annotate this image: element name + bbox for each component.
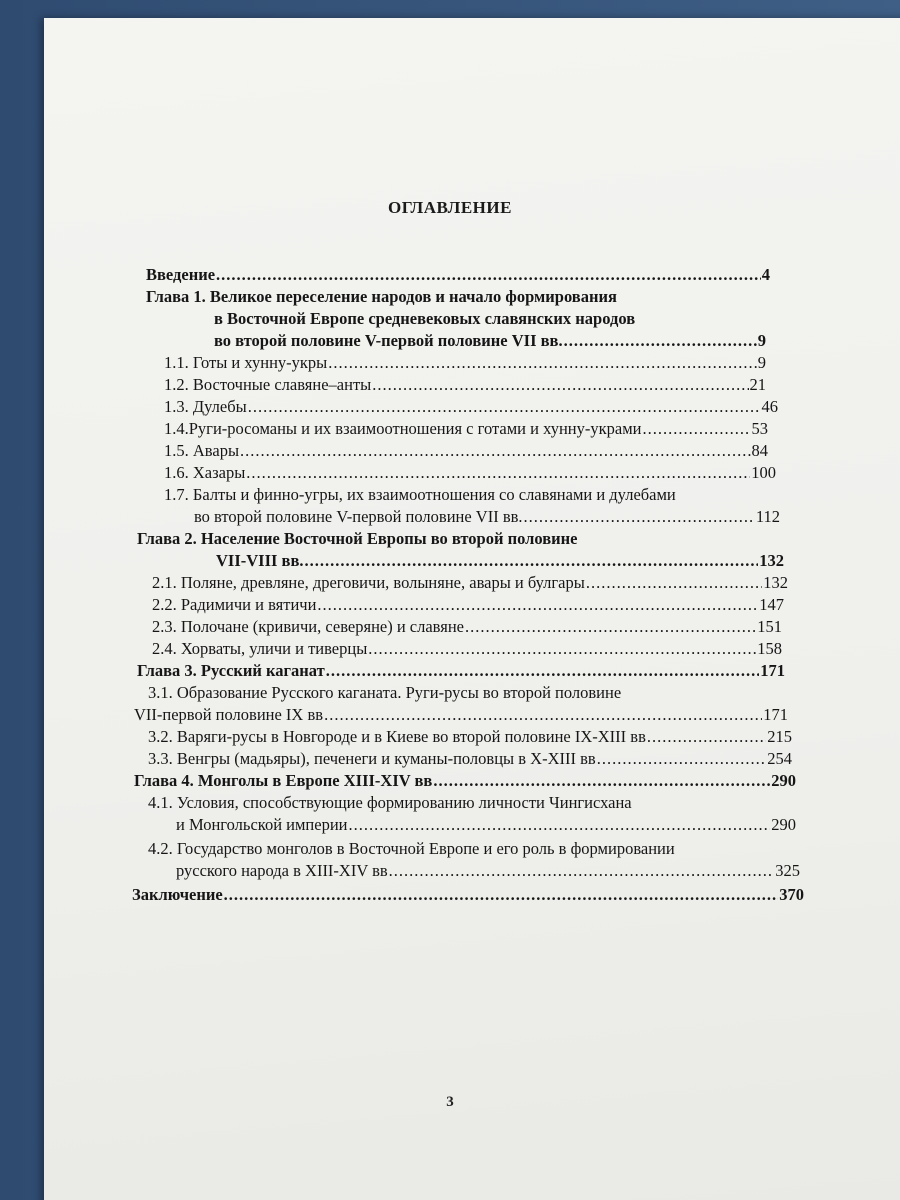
toc-page: 84	[751, 441, 768, 460]
toc-entry-chapter-2	[216, 550, 784, 572]
toc-entry-1-1	[164, 352, 766, 374]
toc-page: 171	[760, 661, 785, 680]
toc-label: во второй половине V-первой половине VII вв.	[214, 331, 563, 350]
toc-label: 2.2. Радимичи и вятичи	[152, 595, 317, 614]
toc-entry-intro	[146, 264, 770, 286]
toc-entry-1-7-line1: 1.7. Балты и финно-угры, их взаимоотношения со славянами и дулебами	[164, 485, 676, 504]
toc-label: VII-VIII вв.	[216, 551, 304, 570]
toc-entry-4-2-line1: 4.2. Государство монголов в Восточной Европе и его роль в формировании	[148, 839, 675, 858]
toc-entry-chapter-1	[214, 330, 766, 352]
toc-chapter-1-line1: Глава 1. Великое переселение народов и начало формирования	[146, 287, 617, 306]
toc-page: 9	[757, 353, 766, 372]
toc-page: 46	[761, 397, 778, 416]
toc-page: 147	[759, 595, 784, 614]
toc-label: 1.6. Хазары	[164, 463, 246, 482]
toc-entry-1-4	[164, 418, 768, 440]
toc-label: 2.1. Поляне, древляне, дреговичи, волыняне, авары и булгары	[152, 573, 585, 592]
toc-label: 3.2. Варяги-русы в Новгороде и в Киеве во второй половине IX-XIII вв	[148, 727, 646, 746]
toc-label: 1.1. Готы и хунну-укры	[164, 353, 328, 372]
toc-page: 4	[761, 265, 770, 284]
toc-page: 290	[771, 771, 796, 790]
toc-entry-chapter-3	[137, 660, 785, 682]
toc-label: 1.5. Авары	[164, 441, 240, 460]
toc-entry-1-6	[164, 462, 776, 484]
toc-entry-1-7	[194, 506, 780, 528]
toc-entry-3-2	[148, 726, 792, 748]
toc-entry-chapter-4	[134, 770, 796, 792]
toc-label: русского народа в XIII-XIV вв	[176, 861, 388, 880]
toc-label: 2.3. Полочане (кривичи, северяне) и славяне	[152, 617, 465, 636]
toc-label: 3.3. Венгры (мадьяры), печенеги и куманы-половцы в X-XIII вв	[148, 749, 596, 768]
toc-page: 215	[767, 727, 792, 746]
toc-chapter-2-line1: Глава 2. Население Восточной Европы во второй половине	[137, 529, 578, 548]
toc-label: Заключение	[132, 885, 223, 904]
toc-entry-1-3	[164, 396, 778, 418]
toc-chapter-1-line2: в Восточной Европе средневековых славянских народов	[214, 309, 636, 328]
toc-label: Глава 3. Русский каганат	[137, 661, 325, 680]
toc-page: 151	[757, 617, 782, 636]
toc-entry-4-2	[176, 860, 800, 882]
toc-page: 100	[751, 463, 776, 482]
toc-label: 1.4.Руги-росоманы и их взаимоотношения с готами и хунну-украми	[164, 419, 642, 438]
toc-entry-1-5	[164, 440, 768, 462]
toc-label: 2.4. Хорваты, уличи и тиверцы	[152, 639, 368, 658]
toc-page: 112	[755, 507, 780, 526]
toc-entry-3-1	[134, 704, 788, 726]
toc-entry-3-1-line1: 3.1. Образование Русского каганата. Руги-русы во второй половине	[148, 683, 622, 702]
toc-entry-2-4	[152, 638, 782, 660]
toc-page: 132	[759, 551, 784, 570]
toc-page: 290	[771, 815, 796, 834]
toc-page: 254	[767, 749, 792, 768]
toc-entry-conclusion	[132, 884, 804, 906]
toc-label: 1.2. Восточные славяне–анты	[164, 375, 372, 394]
toc-title: ОГЛАВЛЕНИЕ	[388, 198, 512, 217]
toc-label: VII-первой половине IX вв	[134, 705, 324, 724]
toc-label: Введение	[146, 265, 216, 284]
toc-page: 370	[779, 885, 804, 904]
toc-label: 1.3. Дулебы	[164, 397, 247, 416]
toc-page: 21	[749, 375, 766, 394]
toc-page: 53	[751, 419, 768, 438]
toc-entry-1-2	[164, 374, 766, 396]
toc-entry-4-1-line1: 4.1. Условия, способствующие формированию личности Чингисхана	[148, 793, 632, 812]
toc-entry-3-3	[148, 748, 792, 770]
toc-page: 9	[757, 331, 766, 350]
toc-label: Глава 4. Монголы в Европе XIII-XIV вв	[134, 771, 433, 790]
toc-page: 171	[763, 705, 788, 724]
toc-label: и Монгольской империи	[176, 815, 348, 834]
page-number: 3	[446, 1094, 454, 1110]
toc-label: во второй половине V-первой половине VII вв.	[194, 507, 523, 526]
toc-page: 132	[763, 573, 788, 592]
toc-entry-4-1	[176, 814, 796, 836]
toc-entry-2-3	[152, 616, 782, 638]
toc-page: 325	[775, 861, 800, 880]
toc-entry-2-2	[152, 594, 784, 616]
toc-page: 158	[757, 639, 782, 658]
toc-entry-2-1	[152, 572, 788, 594]
